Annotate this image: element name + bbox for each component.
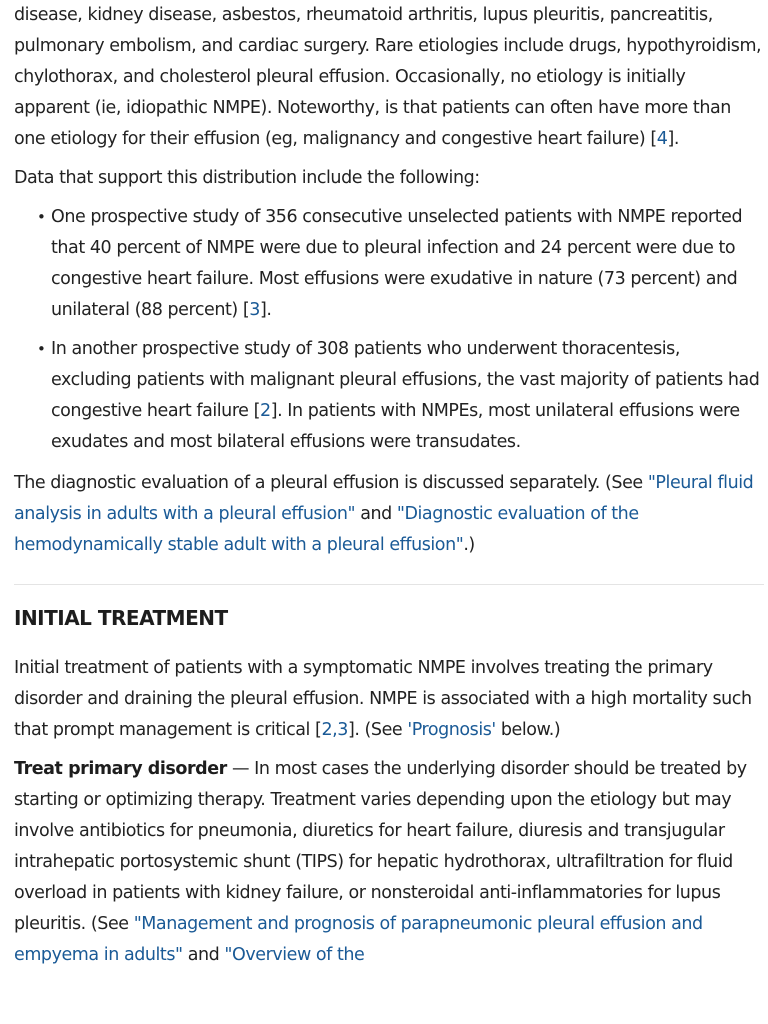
treat-text: — In most cases the underlying disorder should be treated by starting or optimizing therapy. Treatment varies depending upon the etiology but may involve antibiotics for pneumonia, diuretics for heart failure, diuresis and transjugular intrahepatic portosystemic shunt (TIPS) for hepatic hydrothorax, ultrafiltration for fluid overload in patients with kidney failure, or nonsteroidal anti-inflammatories for lupus pleuritis. (See [14,759,747,934]
list-item [14,202,764,326]
overview-link[interactable]: "Overview of the [224,945,365,965]
reference-link-3[interactable]: 3 [249,300,260,320]
support-paragraph: Data that support this distribution include the following: [14,168,480,188]
reference-link-4[interactable]: 4 [656,129,668,149]
bullet-text: In another prospective study of 308 patients who underwent thoracentesis, excluding patients with malignant pleural effusions, the vast majority of patients had congestive heart failure [ [51,339,760,421]
pleural-fluid-analysis-link[interactable]: "Pleural fluid analysis in adults with a pleural effusion" [14,473,754,524]
bullet-text-end: ]. In patients with NMPEs, most unilateral effusions were exudates and most bilateral effusions were transudates. [51,401,740,452]
section-divider [14,584,764,585]
initial-treatment-paragraph [14,653,764,746]
initial-text: Initial treatment of patients with a symptomatic NMPE involves treating the primary disorder and draining the pleural effusion. NMPE is associated with a high mortality such that prompt management is critical [ [14,658,752,740]
intro-text-end: ]. [667,129,679,149]
study-list [14,202,764,458]
treat-primary-label: Treat primary disorder [14,759,227,779]
conjunction-text: and [182,945,225,965]
parapneumonic-effusion-link[interactable]: "Management and prognosis of parapneumonic pleural effusion and empyema in adults" [14,914,703,965]
reference-link-2[interactable]: 2 [260,401,271,421]
treat-primary-paragraph [14,754,764,971]
article-content [14,0,764,971]
intro-paragraph [14,0,764,155]
bullet-text: One prospective study of 356 consecutive unselected patients with NMPE reported that 40 percent of NMPE were due to pleural infection and 24 percent were due to congestive heart failure. Most effusions were exudative in nature (73 percent) and unilateral (88 percent) [ [51,207,743,320]
prognosis-link[interactable]: 'Prognosis' [407,720,496,740]
initial-text-mid: ]. (See [347,720,408,740]
list-item [14,334,764,458]
diagnostic-text-end: .) [463,535,475,555]
bullet-icon: • [37,340,46,358]
diagnostic-text: The diagnostic evaluation of a pleural effusion is discussed separately. (See [14,473,648,493]
diagnostic-evaluation-link[interactable]: "Diagnostic evaluation of the hemodynamically stable adult with a pleural effusion" [14,504,639,555]
conjunction-text: and [355,504,397,524]
bullet-icon: • [37,208,46,226]
diagnostic-paragraph [14,468,764,561]
initial-text-end: below.) [495,720,561,740]
intro-text: disease, kidney disease, asbestos, rheumatoid arthritis, lupus pleuritis, pancreatitis, pulmonary embolism, and cardiac surgery. Rare etiologies include drugs, hypothyroidism, chylothorax, and cholesterol pleural effusion. Occasionally, no etiology is initially apparent (ie, idiopathic NMPE). Noteworthy, is that patients can often have more than one etiology for their effusion (eg, malignancy and congestive heart failure) [ [14,5,762,149]
bullet-text-end: ]. [259,300,272,320]
section-heading: INITIAL TREATMENT [14,606,228,630]
reference-link-2-3[interactable]: 2,3 [321,720,348,740]
